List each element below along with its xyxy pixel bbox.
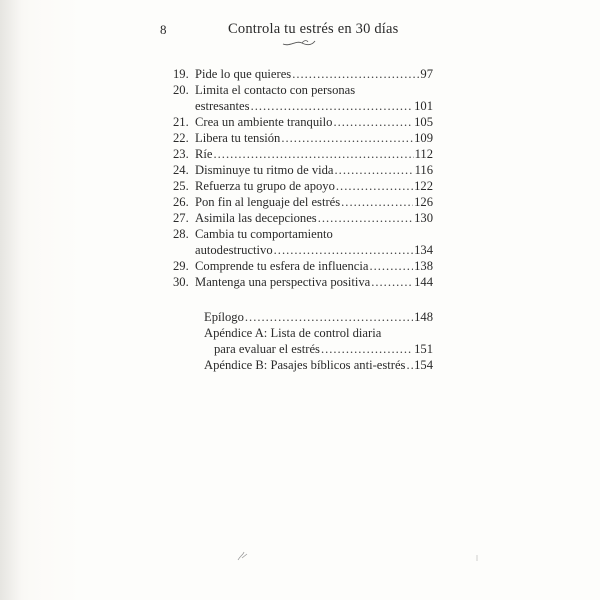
chapter-number: 21.	[173, 115, 189, 129]
leader-dots	[245, 309, 413, 325]
toc-entry-appendix-b[interactable]	[173, 357, 433, 373]
toc-entry-19[interactable]	[173, 66, 433, 82]
chapter-page: 112	[414, 147, 433, 161]
page-number: 8	[160, 22, 167, 37]
leader-dots	[214, 146, 414, 162]
chapter-title-continued: autodestructivo	[195, 243, 273, 257]
backmatter-page: 151	[414, 342, 433, 356]
chapter-title: Disminuye tu ritmo de vida	[195, 163, 334, 177]
leader-dots	[281, 130, 413, 146]
leader-dots	[336, 178, 413, 194]
leader-dots	[369, 258, 413, 274]
chapter-number: 23.	[173, 147, 189, 161]
chapter-page: 116	[414, 163, 433, 177]
chapter-page: 97	[420, 67, 433, 81]
chapter-title: Comprende tu esfera de influencia	[195, 259, 369, 273]
leader-dots	[341, 194, 413, 210]
toc-entry-29[interactable]	[173, 258, 433, 274]
chapter-title: Asimila las decepciones	[195, 211, 317, 225]
chapter-number: 28.	[173, 227, 189, 241]
chapter-number: 25.	[173, 179, 189, 193]
leader-dots	[406, 357, 413, 373]
chapter-page: 126	[414, 195, 433, 209]
leader-dots	[321, 341, 413, 357]
chapter-title: Pide lo que quieres	[195, 67, 292, 81]
chapter-title: Libera tu tensión	[195, 131, 281, 145]
toc-entry-20[interactable]	[173, 82, 433, 114]
table-of-contents	[173, 66, 433, 373]
chapter-number: 22.	[173, 131, 189, 145]
chapter-number: 19.	[173, 67, 189, 81]
toc-entry-appendix-a[interactable]	[173, 325, 433, 357]
chapter-page: 138	[414, 259, 433, 273]
leader-dots	[333, 114, 413, 130]
chapter-title-continued: estresantes	[195, 99, 250, 113]
ink-mark-icon	[236, 550, 250, 562]
leader-dots	[292, 66, 419, 82]
leader-dots	[371, 274, 413, 290]
running-title: Controla tu estrés en 30 días	[228, 21, 399, 37]
chapter-page: 109	[414, 131, 433, 145]
chapter-page: 144	[414, 275, 433, 289]
chapter-number: 27.	[173, 211, 189, 225]
leader-dots	[318, 210, 413, 226]
section-spacer	[173, 290, 433, 309]
chapter-number: 30.	[173, 275, 189, 289]
chapter-number: 29.	[173, 259, 189, 273]
leader-dots	[274, 242, 413, 258]
flourish-ornament-icon	[282, 38, 316, 48]
chapter-title: Crea un ambiente tranquilo	[195, 115, 333, 129]
toc-entry-26[interactable]	[173, 194, 433, 210]
chapter-page: 134	[414, 243, 433, 257]
backmatter-title-continued: para evaluar el estrés	[214, 342, 320, 356]
toc-entry-21[interactable]	[173, 114, 433, 130]
backmatter-title: Epílogo	[204, 310, 244, 324]
toc-entry-27[interactable]	[173, 210, 433, 226]
toc-entry-25[interactable]	[173, 178, 433, 194]
toc-entry-24[interactable]	[173, 162, 433, 178]
backmatter-title: Apéndice B: Pasajes bíblicos anti-estrés	[204, 358, 406, 372]
chapter-page: 101	[414, 99, 433, 113]
chapter-title: Cambia tu comportamiento	[195, 227, 333, 241]
backmatter-page: 148	[414, 310, 433, 324]
backmatter-page: 154	[414, 358, 433, 372]
toc-entry-23[interactable]	[173, 146, 433, 162]
chapter-number: 20.	[173, 83, 189, 97]
leader-dots	[251, 98, 414, 114]
chapter-page: 130	[414, 211, 433, 225]
gutter-shadow	[0, 0, 22, 600]
chapter-number: 26.	[173, 195, 189, 209]
chapter-title: Limita el contacto con personas	[195, 83, 356, 97]
chapter-title: Ríe	[195, 147, 213, 161]
chapter-page: 122	[414, 179, 433, 193]
leader-dots	[335, 162, 414, 178]
toc-entry-22[interactable]	[173, 130, 433, 146]
toc-entry-30[interactable]	[173, 274, 433, 290]
chapter-title: Mantenga una perspectiva positiva	[195, 275, 371, 289]
toc-entry-epilogue[interactable]	[173, 309, 433, 325]
chapter-title: Refuerza tu grupo de apoyo	[195, 179, 335, 193]
speck-mark-icon	[474, 554, 480, 562]
backmatter-title: Apéndice A: Lista de control diaria	[204, 326, 382, 340]
chapter-number: 24.	[173, 163, 189, 177]
toc-entry-28[interactable]	[173, 226, 433, 258]
chapter-page: 105	[414, 115, 433, 129]
chapter-title: Pon fin al lenguaje del estrés	[195, 195, 341, 209]
